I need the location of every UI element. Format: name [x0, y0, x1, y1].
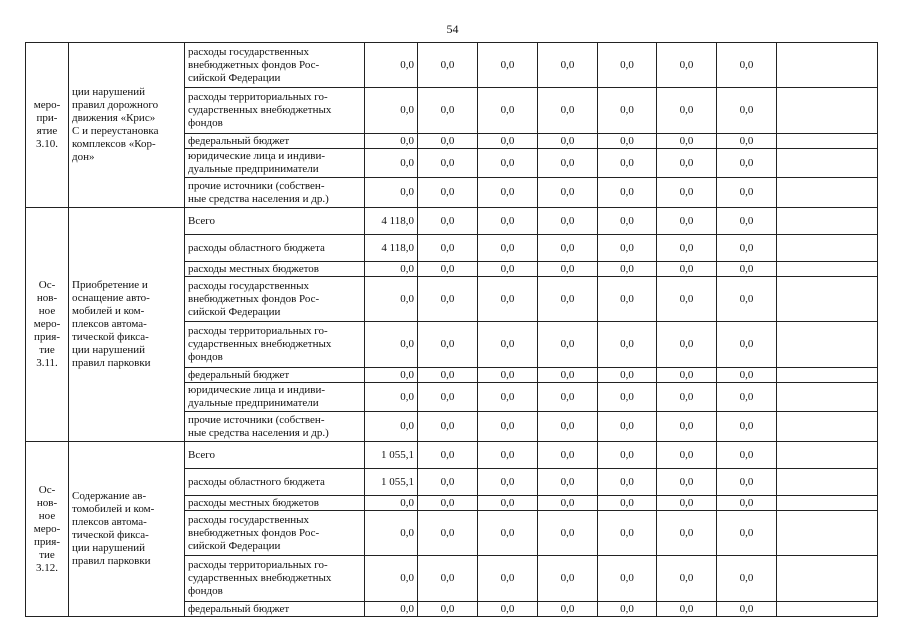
year-value-cell: 0,0 — [478, 134, 538, 149]
year-value-cell: 0,0 — [418, 43, 478, 88]
total-cell: 0,0 — [365, 511, 418, 556]
table-row — [26, 208, 878, 235]
table-row — [26, 442, 878, 469]
year-value-cell: 0,0 — [657, 383, 717, 412]
year-value-cell: 0,0 — [418, 511, 478, 556]
year-value-cell: 0,0 — [717, 368, 777, 383]
funding-source: расходы областного бюджета — [185, 469, 365, 496]
year-value-cell: 0,0 — [657, 412, 717, 442]
year-value-cell: 0,0 — [657, 262, 717, 277]
year-value-cell: 0,0 — [598, 208, 657, 235]
year-value-cell: 0,0 — [478, 322, 538, 368]
year-value-cell — [777, 178, 878, 208]
total-cell: 0,0 — [365, 262, 418, 277]
year-value-cell: 0,0 — [717, 277, 777, 322]
year-value-cell: 0,0 — [657, 511, 717, 556]
total-cell: 4 118,0 — [365, 235, 418, 262]
year-value-cell: 0,0 — [657, 149, 717, 178]
year-value-cell: 0,0 — [538, 208, 598, 235]
year-value-cell: 0,0 — [717, 88, 777, 134]
year-value-cell: 0,0 — [418, 556, 478, 602]
year-value-cell: 0,0 — [538, 368, 598, 383]
year-value-cell: 0,0 — [538, 262, 598, 277]
year-value-cell: 0,0 — [418, 602, 478, 617]
year-value-cell: 0,0 — [418, 442, 478, 469]
year-value-cell: 0,0 — [418, 88, 478, 134]
year-value-cell — [777, 277, 878, 322]
year-value-cell: 0,0 — [598, 178, 657, 208]
total-cell: 4 118,0 — [365, 208, 418, 235]
funding-source: прочие источники (собствен- ные средства населения и др.) — [185, 178, 365, 208]
year-value-cell: 0,0 — [598, 368, 657, 383]
total-cell: 0,0 — [365, 178, 418, 208]
year-value-cell: 0,0 — [717, 412, 777, 442]
year-value-cell: 0,0 — [717, 442, 777, 469]
year-value-cell: 0,0 — [538, 602, 598, 617]
year-value-cell: 0,0 — [478, 383, 538, 412]
funding-source: расходы государственных внебюджетных фондов Рос- сийской Федерации — [185, 511, 365, 556]
year-value-cell — [777, 469, 878, 496]
funding-source: прочие источники (собствен- ные средства населения и др.) — [185, 412, 365, 442]
total-cell: 0,0 — [365, 277, 418, 322]
year-value-cell — [777, 262, 878, 277]
funding-source: юридические лица и индиви- дуальные предприниматели — [185, 383, 365, 412]
total-cell: 0,0 — [365, 149, 418, 178]
year-value-cell: 0,0 — [657, 88, 717, 134]
year-value-cell: 0,0 — [538, 442, 598, 469]
year-value-cell: 0,0 — [538, 383, 598, 412]
year-value-cell: 0,0 — [538, 277, 598, 322]
year-value-cell: 0,0 — [717, 208, 777, 235]
funding-source: федеральный бюджет — [185, 602, 365, 617]
year-value-cell: 0,0 — [538, 178, 598, 208]
year-value-cell: 0,0 — [717, 149, 777, 178]
year-value-cell: 0,0 — [717, 235, 777, 262]
year-value-cell — [777, 368, 878, 383]
funding-source: юридические лица и индиви- дуальные предприниматели — [185, 149, 365, 178]
year-value-cell — [777, 149, 878, 178]
page-number: 54 — [446, 22, 459, 36]
year-value-cell: 0,0 — [657, 235, 717, 262]
year-value-cell: 0,0 — [418, 134, 478, 149]
year-value-cell: 0,0 — [598, 149, 657, 178]
year-value-cell — [777, 235, 878, 262]
year-value-cell: 0,0 — [657, 43, 717, 88]
year-value-cell — [777, 412, 878, 442]
year-value-cell: 0,0 — [478, 412, 538, 442]
funding-source: расходы местных бюджетов — [185, 262, 365, 277]
year-value-cell — [777, 556, 878, 602]
measure-number: Ос- нов- ное меро- прия- тие 3.12. — [26, 442, 69, 617]
measure-description: ции нарушений правил дорожного движения «Крис» С и переустановка комплексов «Кор- дон» — [69, 43, 185, 208]
year-value-cell: 0,0 — [538, 322, 598, 368]
total-cell: 0,0 — [365, 134, 418, 149]
year-value-cell: 0,0 — [598, 469, 657, 496]
year-value-cell — [777, 88, 878, 134]
year-value-cell: 0,0 — [538, 511, 598, 556]
measure-description: Приобретение и оснащение авто- мобилей и ком- плексов автома- тической фикса- ции нарушений правил парковки — [69, 208, 185, 442]
year-value-cell: 0,0 — [717, 469, 777, 496]
total-cell: 1 055,1 — [365, 469, 418, 496]
funding-source: расходы государственных внебюджетных фондов Рос- сийской Федерации — [185, 277, 365, 322]
year-value-cell — [777, 383, 878, 412]
year-value-cell: 0,0 — [538, 469, 598, 496]
year-value-cell: 0,0 — [598, 442, 657, 469]
year-value-cell: 0,0 — [418, 262, 478, 277]
year-value-cell: 0,0 — [657, 322, 717, 368]
funding-source: расходы территориальных го- сударственных внебюджетных фондов — [185, 322, 365, 368]
year-value-cell: 0,0 — [657, 602, 717, 617]
year-value-cell: 0,0 — [657, 208, 717, 235]
year-value-cell: 0,0 — [478, 442, 538, 469]
year-value-cell: 0,0 — [478, 511, 538, 556]
year-value-cell: 0,0 — [598, 511, 657, 556]
budget-table — [25, 42, 878, 617]
total-cell: 0,0 — [365, 43, 418, 88]
year-value-cell: 0,0 — [717, 262, 777, 277]
year-value-cell: 0,0 — [418, 496, 478, 511]
year-value-cell — [777, 442, 878, 469]
year-value-cell — [777, 134, 878, 149]
year-value-cell: 0,0 — [538, 149, 598, 178]
year-value-cell: 0,0 — [657, 469, 717, 496]
year-value-cell: 0,0 — [478, 602, 538, 617]
year-value-cell: 0,0 — [598, 262, 657, 277]
year-value-cell: 0,0 — [538, 134, 598, 149]
total-cell: 0,0 — [365, 496, 418, 511]
funding-source: расходы государственных внебюджетных фондов Рос- сийской Федерации — [185, 43, 365, 88]
total-cell: 0,0 — [365, 602, 418, 617]
year-value-cell: 0,0 — [657, 277, 717, 322]
total-cell: 0,0 — [365, 412, 418, 442]
funding-source: расходы территориальных го- сударственных внебюджетных фондов — [185, 556, 365, 602]
year-value-cell: 0,0 — [598, 383, 657, 412]
year-value-cell: 0,0 — [418, 368, 478, 383]
year-value-cell: 0,0 — [717, 322, 777, 368]
year-value-cell — [777, 602, 878, 617]
year-value-cell: 0,0 — [478, 469, 538, 496]
measure-number: меро- при- ятие 3.10. — [26, 43, 69, 208]
year-value-cell: 0,0 — [478, 235, 538, 262]
year-value-cell: 0,0 — [598, 602, 657, 617]
year-value-cell — [777, 496, 878, 511]
year-value-cell: 0,0 — [478, 43, 538, 88]
year-value-cell: 0,0 — [717, 383, 777, 412]
year-value-cell: 0,0 — [657, 496, 717, 511]
year-value-cell: 0,0 — [717, 134, 777, 149]
year-value-cell: 0,0 — [478, 262, 538, 277]
year-value-cell: 0,0 — [478, 149, 538, 178]
year-value-cell: 0,0 — [717, 511, 777, 556]
total-cell: 0,0 — [365, 556, 418, 602]
year-value-cell: 0,0 — [418, 149, 478, 178]
year-value-cell: 0,0 — [478, 208, 538, 235]
table-row — [26, 43, 878, 88]
funding-source: федеральный бюджет — [185, 368, 365, 383]
year-value-cell: 0,0 — [598, 556, 657, 602]
year-value-cell: 0,0 — [598, 412, 657, 442]
total-cell: 0,0 — [365, 322, 418, 368]
year-value-cell: 0,0 — [538, 412, 598, 442]
year-value-cell: 0,0 — [717, 602, 777, 617]
year-value-cell: 0,0 — [418, 235, 478, 262]
year-value-cell: 0,0 — [598, 43, 657, 88]
year-value-cell — [777, 43, 878, 88]
year-value-cell — [777, 322, 878, 368]
year-value-cell: 0,0 — [478, 556, 538, 602]
total-cell: 1 055,1 — [365, 442, 418, 469]
measure-description: Содержание ав- томобилей и ком- плексов автома- тической фикса- ции нарушений правил парковки — [69, 442, 185, 617]
year-value-cell: 0,0 — [598, 496, 657, 511]
year-value-cell: 0,0 — [598, 88, 657, 134]
table-body — [26, 43, 878, 617]
year-value-cell: 0,0 — [717, 496, 777, 511]
total-cell: 0,0 — [365, 383, 418, 412]
year-value-cell — [777, 511, 878, 556]
year-value-cell: 0,0 — [657, 368, 717, 383]
year-value-cell: 0,0 — [418, 469, 478, 496]
year-value-cell: 0,0 — [478, 88, 538, 134]
year-value-cell: 0,0 — [717, 43, 777, 88]
year-value-cell: 0,0 — [418, 383, 478, 412]
year-value-cell: 0,0 — [657, 178, 717, 208]
year-value-cell: 0,0 — [598, 134, 657, 149]
year-value-cell: 0,0 — [717, 178, 777, 208]
year-value-cell: 0,0 — [418, 208, 478, 235]
total-cell: 0,0 — [365, 368, 418, 383]
year-value-cell: 0,0 — [478, 277, 538, 322]
funding-source: расходы местных бюджетов — [185, 496, 365, 511]
funding-source: Всего — [185, 208, 365, 235]
year-value-cell: 0,0 — [538, 496, 598, 511]
year-value-cell: 0,0 — [657, 556, 717, 602]
funding-source: Всего — [185, 442, 365, 469]
year-value-cell: 0,0 — [717, 556, 777, 602]
year-value-cell: 0,0 — [538, 88, 598, 134]
funding-source: федеральный бюджет — [185, 134, 365, 149]
year-value-cell: 0,0 — [538, 43, 598, 88]
year-value-cell — [777, 208, 878, 235]
year-value-cell: 0,0 — [478, 496, 538, 511]
year-value-cell: 0,0 — [538, 235, 598, 262]
funding-source: расходы областного бюджета — [185, 235, 365, 262]
year-value-cell: 0,0 — [478, 178, 538, 208]
year-value-cell: 0,0 — [418, 412, 478, 442]
year-value-cell: 0,0 — [418, 277, 478, 322]
year-value-cell: 0,0 — [538, 556, 598, 602]
year-value-cell: 0,0 — [598, 322, 657, 368]
year-value-cell: 0,0 — [657, 134, 717, 149]
year-value-cell: 0,0 — [657, 442, 717, 469]
measure-number: Ос- нов- ное меро- прия- тие 3.11. — [26, 208, 69, 442]
year-value-cell: 0,0 — [478, 368, 538, 383]
total-cell: 0,0 — [365, 88, 418, 134]
year-value-cell: 0,0 — [418, 322, 478, 368]
year-value-cell: 0,0 — [418, 178, 478, 208]
funding-source: расходы территориальных го- сударственных внебюджетных фондов — [185, 88, 365, 134]
year-value-cell: 0,0 — [598, 277, 657, 322]
year-value-cell: 0,0 — [598, 235, 657, 262]
